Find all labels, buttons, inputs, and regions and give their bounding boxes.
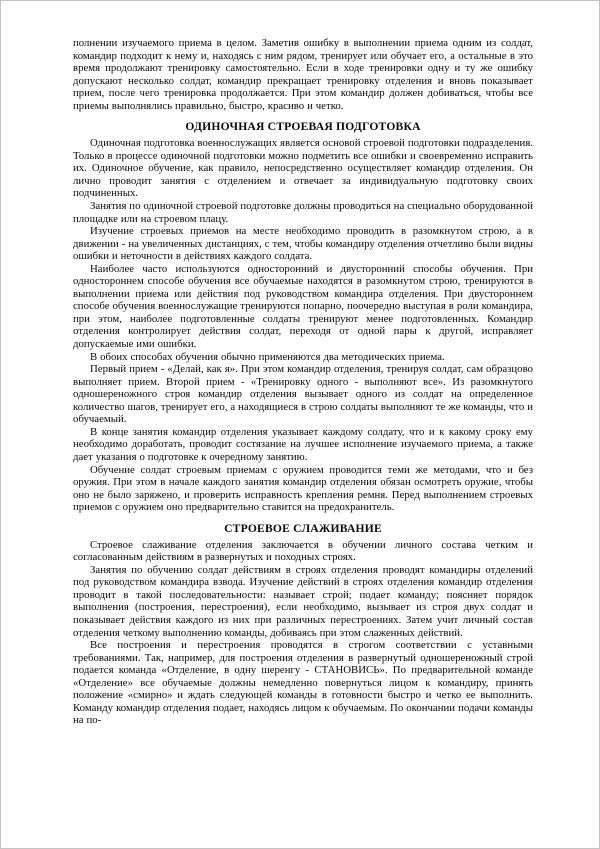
paragraph: Все построения и перестроения проводятся в строгом соответствии с уставными требованиями. Так, например, для построения отделения в развернутый одношереножный строй подается команда «Отделение, в одну шеренгу - СТАНОВИСЬ». По предварительной команде «Отделение» все обучаемые должны немедленно повернуться лицом к командиру, принять положение «смирно» и ждать следующей команды в готовности быстро и четко ее выполнить. Команду командир отделения подает, находясь лицом к обучаемым. По окончании подачи команды на по- — [73, 639, 533, 727]
paragraph: Строевое слаживание отделения заключается в обучении личного состава четким и согласованным действиям в развернутых и походных строях. — [73, 538, 533, 564]
section-heading-drill-coordination: СТРОЕВОЕ СЛАЖИВАНИЕ — [224, 521, 382, 535]
paragraph: Первый прием - «Делай, как я». При этом командир отделения, тренируя солдат, сам образцово выполняет прием. Второй прием - «Тренировку одного - выполняют все». Из разомкнутого одношереножного строя командир отделения вызывает одного из солдат на определенное количество шагов, тренирует его, а находящиеся в строю солдаты выполняют те же команды, что и обучаемый. — [73, 363, 533, 426]
paragraph: Наиболее часто используются односторонний и двусторонний способы обучения. При одностороннем способе обучения все обучаемые находятся в разомкнутом строю, тренируются в выполнении приема или действия под руководством командира отделения. При двустороннем способе обучения военнослужащие тренируются попарно, поочередно выступая в роли командира, при этом, наиболее подготовленные солдаты тренируют менее подготовленных. Командир отделения контролирует действия солдат, переходя от одной пары к другой, исправляет допускаемые ими ошибки. — [73, 262, 533, 351]
document-body — [1, 1, 599, 747]
paragraph: Одиночная подготовка военнослужащих является основой строевой подготовки подразделения. Только в процессе одиночной подготовки можно подметить все ошибки и своевременно исправить их. Одиночное обучение, как правило, непосредственно осуществляет командир отделения. Он лично проводит занятия с отделением и отвечает за индивидуальную подготовку своих подчиненных. — [73, 137, 533, 200]
paragraph: В обоих способах обучения обычно применяются два методических приема. — [90, 350, 445, 363]
section-heading-individual-drill-training: ОДИНОЧНАЯ СТРОЕВАЯ ПОДГОТОВКА — [185, 120, 421, 134]
paragraph: Обучение солдат строевым приемам с оружием проводится теми же методами, что и без оружия. При этом в начале каждого занятия командир отделения обязан осмотреть оружие, чтобы оно не было заряжено, и проверить исправность крепления ремня. Перед выполнением строевых приемов с оружием оно предварительно ставится на предохранитель. — [73, 463, 533, 514]
paragraph: В конце занятия командир отделения указывает каждому солдату, что и к какому сроку ему необходимо доработать, проводит состязание на лучшее исполнение изучаемого приема, а также дает указания о подготовке к очередному занятию. — [73, 425, 533, 463]
paragraph: Занятия по обучению солдат действиям в строях отделения проводят командиры отделений под руководством командира взвода. Изучение действий в строях отделения командир отделения проводит в такой последовательности: называет строй; подает команду; поясняет порядок выполнения (построения, перестроения), если необходимо, вызывает из строя двух солдат и показывает действия каждого из них при различных перестроениях. Затем учит личный состав отделения четкому выполнению команды, добиваясь при этом слаженных действий. — [73, 563, 533, 639]
paragraph: Изучение строевых приемов на месте необходимо проводить в разомкнутом строю, а в движении - на увеличенных дистанциях, с тем, чтобы командиру отделения отчетливо были видны ошибки и неточности в действиях каждого солдата. — [73, 225, 533, 263]
paragraph: Занятия по одиночной строевой подготовке должны проводиться на специально оборудованной площадке или на строевом плацу. — [73, 200, 533, 225]
paragraph-intro-continued: полнении изучаемого приема в целом. Заметив ошибку в выполнении приема одним из солдат, командир подходит к нему и, находясь с ним рядом, тренирует или обучает его, а остальные в это время продолжают тренировку самостоятельно. Если в ходе тренировки одну и ту же ошибку допускают несколько солдат, командир прекращает тренировку отделения и вновь показывает прием, после чего тренировка продолжается. При этом командир должен добиваться, чтобы все приемы выполнялись правильно, быстро, красиво и четко. — [73, 37, 533, 112]
